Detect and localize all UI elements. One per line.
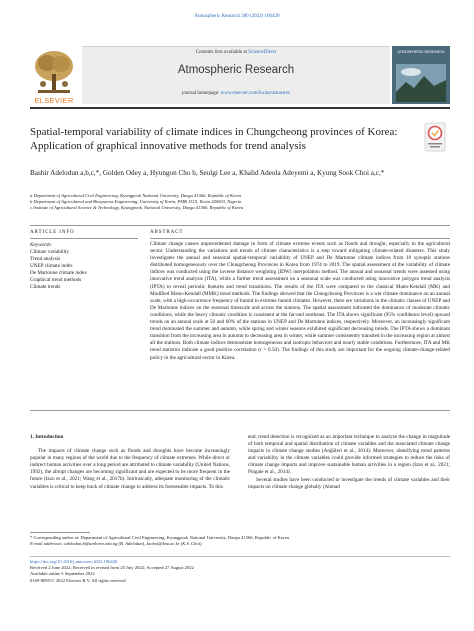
abstract-heading: ABSTRACT — [150, 230, 184, 235]
cover-title: ATMOSPHERIC RESEARCH — [397, 50, 445, 54]
copyright-notice: 0169-8095/© 2022 Elsevier B.V. All rights reserved. — [30, 577, 127, 583]
received-dates: Received 2 June 2022; Received in revised form 25 July 2022; Accepted 27 August 2022 — [30, 565, 194, 571]
intro-paragraph: end, trend detection is recognized as an important technique to analyze the change in magnitude of both temporal and spatial distribution of climate variables and the associated climate change impacts in climate change studies (Anğüleri et al., 2014). Moreover, identifying trend patterns and variability in the climate variables could provide informed strategies to reduce the risks of climate change impacts and improve sustainable human activities in a region (Izzo et al., 2021; Pingale et al., 2014). — [248, 434, 450, 476]
affiliation-b: b Department of Agricultural and Biosystems Engineering, University of Ilorin, PMB 1515, Ilorin 240003, Nigeria — [30, 199, 242, 205]
contents-prefix: Contents lists available at — [195, 50, 249, 55]
keyword-item: Climate trends — [30, 284, 61, 291]
abstract-text: Climate change causes unprecedented damage in form of climate extreme events such as floods and drought, especially in the agricultural sector. Understanding the variations and trends of climate characteristics is a step toward mitigating climate-related disasters. This study investigates the annual and seasonal spatial-temporal variability of UNEP and De Martonne climate indices from 10 synoptic stations distributed homogeneously over the Chungcheong Provinces in Korea from 1974 to 2019. The spatial assessment of the variability of climate indices was conducted using the inverse distance weighting (IDW) interpolation method. The annual and seasonal trends were assessed using innovative trend analysis (ITA), while a further trend assessment on a seasonal scale was conducted using innovative polygon trend analysis (IPTA) to reveal periodic features and trend transitions. The results of the ITA were compared to the classical Mann-Kendall (MK) and Modified Mann-Kendall (MMK) trend methods. The findings showed that the Chungcheong Provinces is a wet climate dominance on an annual scale, with a high-occurrence frequency of humid to extreme humid climates. However, there are variations in the climatic classes of UNEP and De Martonne indices on the seasonal timescale and across the stations. The spatial assessment indicated the dominance of moderate climatic conditions, while the heavy climatic condition is consistent at the far-end northeast. The ITA shows significant (95% confidence level) upward trends on an annual scale at 50 and 60% of the stations in UNEP and De Martonne indices, respectively. Moreover, an increasingly significant trend dominated the summer and autumn, while spring and winter seasons exhibited significant decreasing trends. The IPTA shows a dominant transition from the increasing area in autumn to decreasing area in winter, while summer consistently transited in the increasing region at almost all the stations. Both climate indices demonstrate homogeneous and isotropic behaviors and nearly stable conditions. Furthermore, ITA and MK trend statistics indicate a good positive correlation (r > 0.50). The findings of this study are important for the ongoing climate-change-related policy in the agricultural sector in Korea. — [150, 241, 450, 361]
section-heading-introduction: 1. Introduction — [30, 434, 64, 440]
article-info-rule — [30, 238, 138, 239]
intro-column-left — [30, 434, 230, 491]
intro-paragraph: The impacts of climate change such as floods and droughts have become increasingly popular in many regions of the world due to the frequency of climate extremes. While direct or indirect human activities over a long period are attributed to climate variability (United Nations, 1992), the abrupt changes are becoming significant and are expected to be more frequent in the future (Izzo et al., 2021; Wang et al., 2017b). Intrinsically, adequate monitoring of the climatic variables is critical to keep track of climate change to address its foreseeable impacts. To this — [30, 448, 230, 490]
author-list: Bashir Adelodun a,b,c,*, Golden Odey a, Hyungon Cho b, Seulgi Lee a, Khalid Adeola Adeyemi a, Kyung Sook Choi a,c,* — [30, 169, 385, 177]
keyword-item: Climate variability — [30, 249, 70, 255]
elsevier-tree-logo — [30, 46, 78, 96]
sciencedirect-link[interactable]: ScienceDirect — [248, 50, 277, 55]
keyword-item: Trend analysis — [30, 256, 61, 263]
keyword-list — [30, 249, 140, 292]
journal-title: Atmospheric Research — [177, 64, 295, 76]
publisher-name: ELSEVIER — [34, 96, 74, 105]
homepage-link[interactable]: www.elsevier.com/locate/atmosres — [220, 91, 290, 96]
footnote-rule — [30, 532, 90, 533]
section-rule — [30, 225, 450, 226]
cover-landscape-icon — [396, 64, 446, 102]
contents-line — [82, 50, 390, 55]
affiliation-list — [30, 193, 450, 212]
keyword-item: Graphical trend methods — [30, 277, 82, 284]
abstract-end-rule — [30, 410, 450, 411]
doi-link[interactable]: https://doi.org/10.1016/j.atmosres.2022.106420 — [30, 559, 118, 564]
corresponding-author-note: * Corresponding author at: Department of Agricultural Civil Engineering, Kyungpook National University, Daegu 41566, Republic of Korea. — [30, 535, 290, 540]
keywords-label: Keywords: — [30, 242, 53, 248]
intro-paragraph: Several studies have been conducted to investigate the trends of climate variables and their impacts on climate change globally (Ahmad — [248, 476, 450, 490]
available-online: Available online 5 September 2022 — [30, 571, 95, 577]
affiliation-c: c Institute of Agricultural Science & Technology, Kyungpook, National University, Daegu 41566, Republic of Korea — [30, 205, 244, 211]
abstract-rule — [150, 238, 450, 239]
header-rule — [30, 107, 450, 109]
keyword-item: De Martonne climate index — [30, 270, 87, 277]
article-info-heading: ARTICLE INFO — [30, 230, 75, 235]
affiliation-a: a Department of Agricultural Civil Engineering, Kyungpook National University, Daegu 41566, Republic of Korea — [30, 193, 242, 198]
intro-column-right — [248, 434, 450, 491]
article-title: Spatial-temporal variability of climate indices in Chungcheong provinces of Korea: Application of graphical innovative methods for trend analysis — [30, 126, 398, 152]
journal-reference[interactable]: Atmospheric Research 280 (2022) 106420 — [194, 14, 280, 19]
email-addresses[interactable]: E-mail addresses: adelodun.b@unilorin.edu.ng (B. Adelodun), kschoi@knu.ac.kr (K.S. Choi). — [30, 541, 203, 547]
journal-homepage-line — [82, 91, 390, 96]
homepage-prefix: journal homepage: — [182, 91, 221, 96]
keyword-item: UNEP climate index — [30, 263, 73, 270]
check-for-updates-icon[interactable] — [424, 122, 446, 152]
footer-rule — [30, 556, 450, 557]
article-footer — [30, 559, 330, 584]
footnote — [30, 535, 330, 547]
